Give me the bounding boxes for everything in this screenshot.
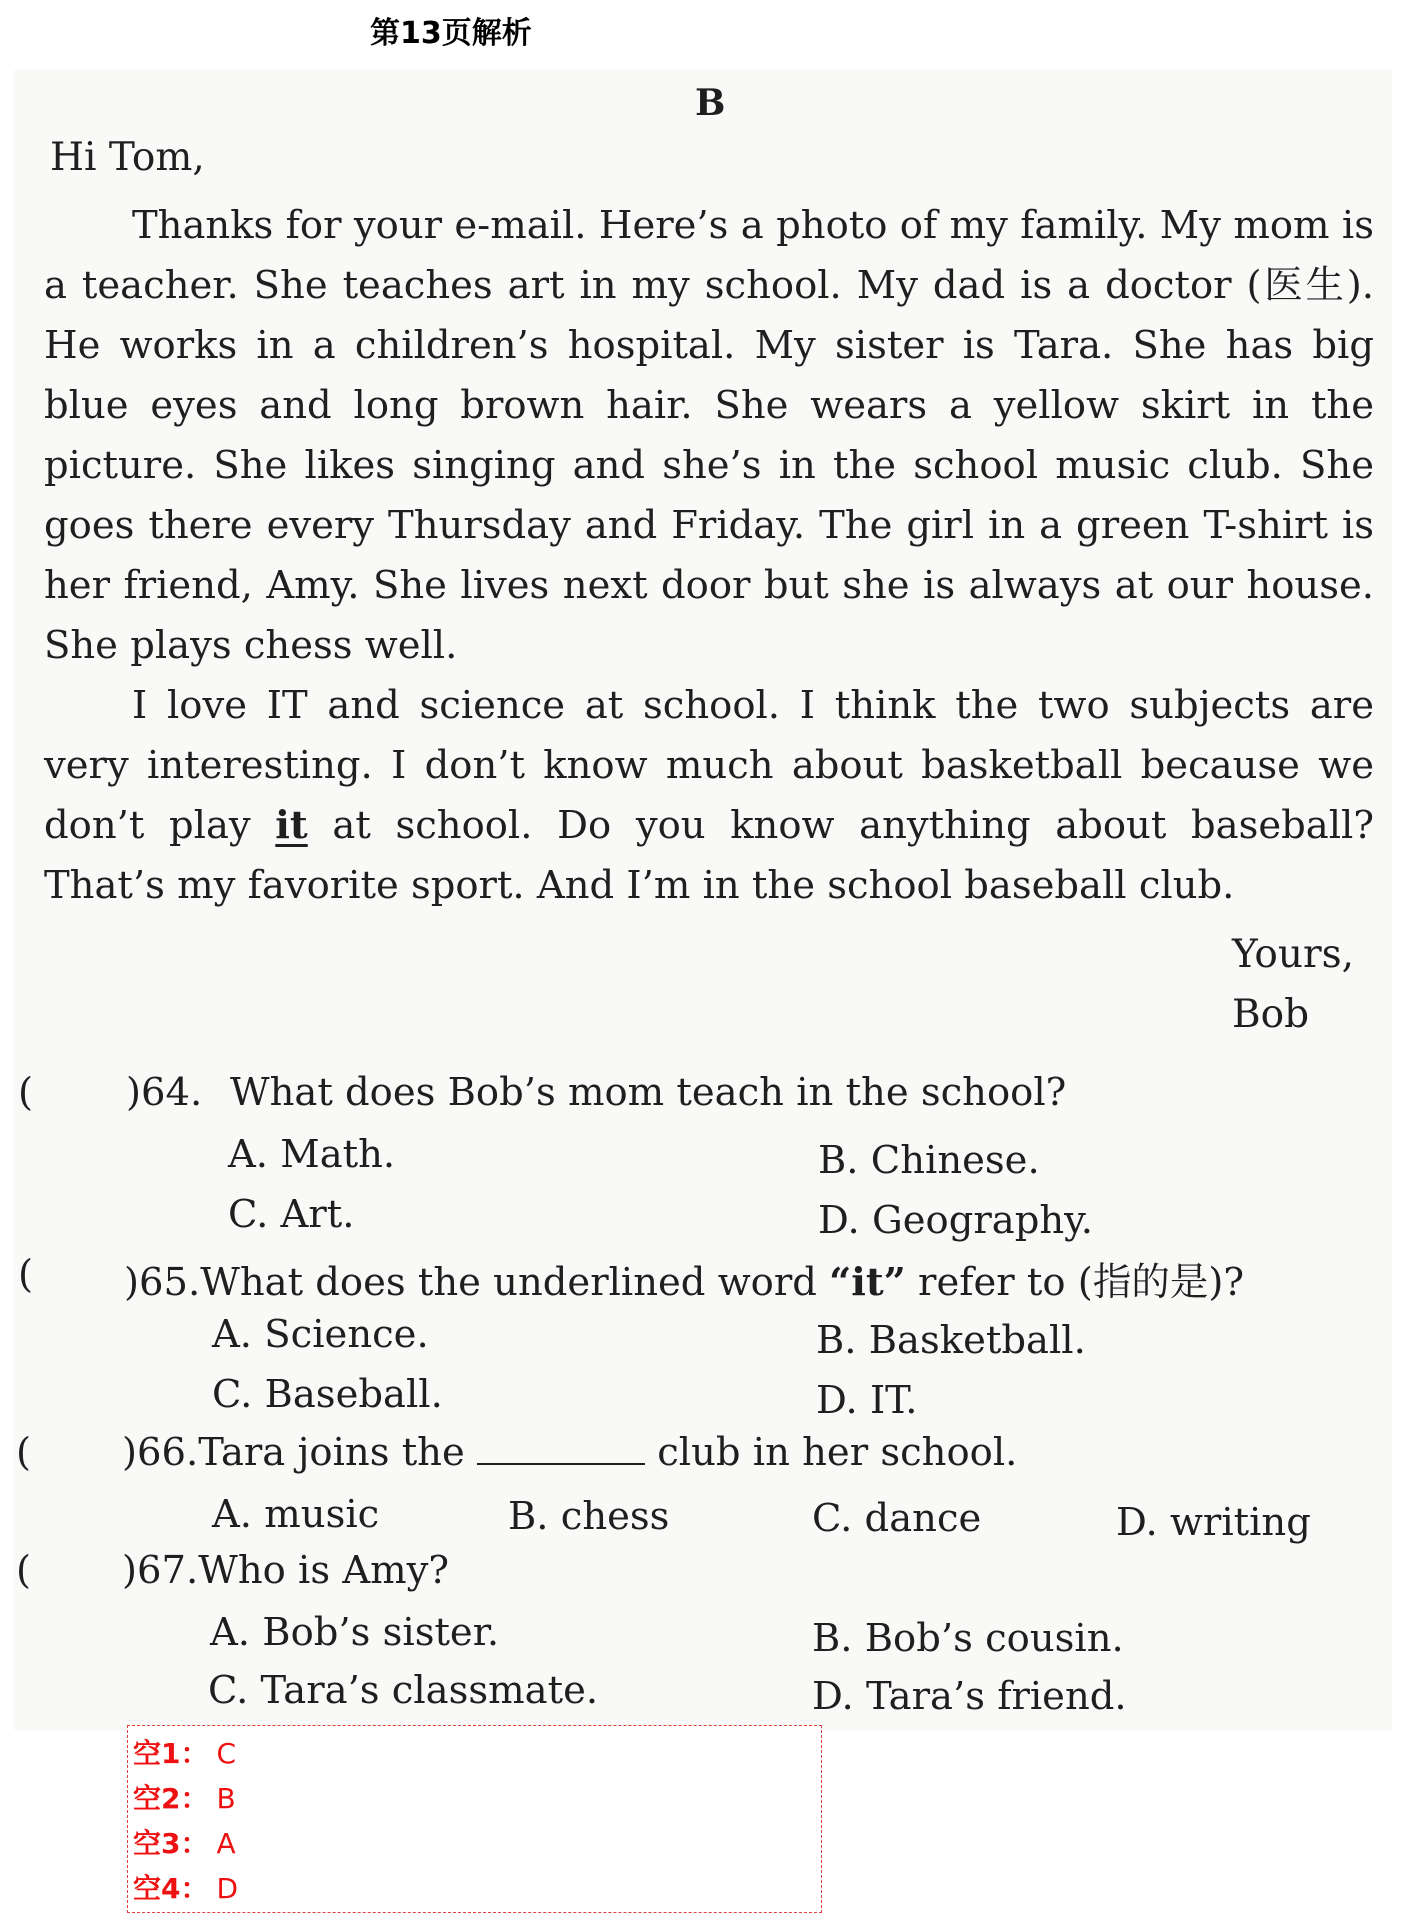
option-c: C. Art. (228, 1192, 355, 1237)
option-c: C. Tara’s classmate. (208, 1668, 599, 1713)
answer-label: 空4： (133, 1872, 209, 1905)
closing-phrase: Yours, (1232, 932, 1355, 977)
question-text: Who is Amy? (198, 1548, 450, 1593)
underlined-word: it (275, 803, 308, 848)
option-a: A. Bob’s sister. (210, 1610, 500, 1655)
answer-2 (133, 1777, 236, 1817)
question-text-start: Tara joins the (198, 1430, 477, 1475)
letter-paragraph-2 (44, 676, 1374, 916)
question-number: )64. (126, 1070, 203, 1115)
answer-paren: ( (18, 1070, 34, 1115)
answer-key-box (127, 1725, 822, 1913)
option-a: A. music (212, 1492, 380, 1537)
option-d: D. Tara’s friend. (812, 1674, 1127, 1719)
paragraph-2-start: I love IT and science at school. I think the two subjects are very interesting. I don’t know much about basketball because we don’t play (44, 683, 1374, 848)
letter-paragraph-1: Thanks for your e-mail. Here’s a photo of my family. My mom is a teacher. She teaches art in my school. My dad is a doctor (医生). He works in a children’s hospital. My sister is Tara. She has big blue eyes and long brown hair. She wears a yellow skirt in the picture. She likes singing and she’s in the school music club. She goes there every Thursday and Friday. The girl in a green T-shirt is her friend, Amy. She lives next door but she is always at our house. She plays chess well. (44, 203, 1374, 668)
answer-value: D (216, 1872, 239, 1905)
option-d: D. IT. (816, 1378, 918, 1423)
question-number (124, 1252, 1244, 1307)
option-d: D. Geography. (818, 1198, 1094, 1243)
option-b: B. Chinese. (818, 1138, 1040, 1183)
question-text: What does Bob’s mom teach in the school? (230, 1070, 1067, 1115)
answer-value: C (216, 1737, 237, 1770)
answer-4 (133, 1867, 238, 1907)
option-b: B. Bob’s cousin. (812, 1616, 1124, 1661)
signature: Bob (1232, 992, 1310, 1037)
answer-paren: ( (18, 1252, 34, 1297)
answer-label: 空2： (133, 1782, 209, 1815)
page-title: 第13页解析 (370, 16, 532, 51)
letter-greeting: Hi Tom, (50, 135, 205, 180)
question-text-end: refer to (指的是)? (905, 1260, 1244, 1305)
option-b: B. chess (508, 1494, 670, 1539)
question-number-label: )65. (124, 1260, 201, 1305)
letter-body (44, 196, 1374, 916)
paragraph-2-end: at school. Do you know anything about baseball? That’s my favorite sport. And I’m in the school baseball club. (44, 803, 1374, 908)
question-number-label: )66. (122, 1430, 199, 1475)
question-number (122, 1548, 449, 1593)
option-a: A. Math. (228, 1132, 396, 1177)
answer-paren: ( (16, 1548, 32, 1593)
section-letter: B (695, 82, 726, 124)
option-a: A. Science. (212, 1312, 429, 1357)
option-c: C. dance (812, 1496, 982, 1541)
quoted-word: “it” (829, 1260, 906, 1305)
answer-3 (133, 1822, 236, 1862)
question-number (122, 1430, 1017, 1475)
question-number-label: )67. (122, 1548, 199, 1593)
answer-paren: ( (16, 1430, 32, 1475)
option-c: C. Baseball. (212, 1372, 443, 1417)
option-d: D. writing (1116, 1500, 1311, 1545)
question-text-start: What does the underlined word (200, 1260, 830, 1305)
question-text-end: club in her school. (645, 1430, 1018, 1475)
answer-label: 空3： (133, 1827, 209, 1860)
option-b: B. Basketball. (816, 1318, 1086, 1363)
fill-in-blank (477, 1459, 645, 1465)
answer-value: A (216, 1827, 236, 1860)
letter-closing (1232, 925, 1354, 1045)
answer-label: 空1： (133, 1737, 209, 1770)
answer-value: B (216, 1782, 236, 1815)
answer-1 (133, 1732, 236, 1772)
